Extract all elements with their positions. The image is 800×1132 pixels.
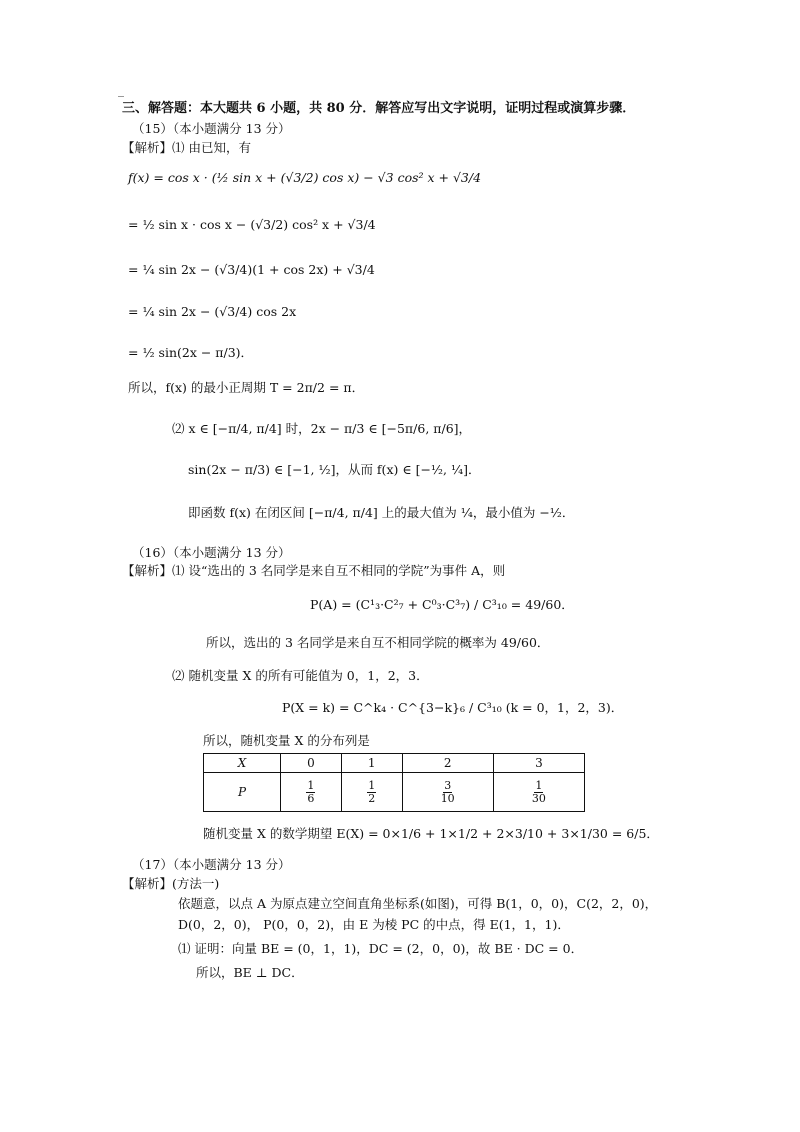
- q15-period: 所以，f(x) 的最小正周期 T = 2π/2 = π．: [128, 380, 365, 395]
- fraction-numerator: 1: [368, 778, 376, 792]
- q16-pxk: P(X = k) = C^k₄ · C^{3−k}₆ / C³₁₀ (k = 0，1，2，3)．: [282, 700, 624, 715]
- fraction-denominator: 30: [531, 791, 546, 805]
- distribution-table: [203, 753, 585, 812]
- fraction: [440, 780, 456, 805]
- section-heading: 三、解答题：本大题共 6 小题，共 80 分．解答应写出文字说明，证明过程或演算步骤．: [122, 101, 636, 116]
- scan-mark: [118, 96, 124, 97]
- q15-line3: = ¼ sin 2x − (√3/4)(1 + cos 2x) + √3/4: [128, 262, 375, 277]
- q15-part2-a: ⑵ x ∈ [−π/4, π/4] 时，2x − π/3 ∈ [−5π/6, π/6]，: [172, 421, 472, 436]
- table-row: [204, 754, 585, 773]
- q15-line2: = ½ sin x · cos x − (√3/2) cos² x + √3/4: [128, 217, 376, 232]
- q15-header: （15）（本小题满分 13 分）: [132, 121, 291, 136]
- q16-dist-intro: 所以，随机变量 X 的分布列是: [203, 733, 370, 748]
- q16-analysis: 【解析】⑴ 设“选出的 3 名同学是来自互不相同的学院”为事件 A，则: [122, 563, 506, 578]
- table-cell: X: [204, 754, 281, 773]
- q15-line1: f(x) = cos x · (½ sin x + (√3/2) cos x) − √3 cos² x + √3/4: [128, 170, 482, 185]
- fraction: [306, 780, 315, 805]
- q17-line4: 所以，BE ⊥ DC．: [196, 965, 304, 980]
- q16-part2: ⑵ 随机变量 X 的所有可能值为 0，1，2，3．: [172, 668, 429, 683]
- fraction: [531, 780, 547, 805]
- q15-line5: = ½ sin(2x − π/3)．: [128, 345, 254, 360]
- table-cell: [402, 773, 493, 812]
- table-cell: [281, 773, 342, 812]
- table-row: [204, 773, 585, 812]
- fraction-numerator: 1: [307, 778, 315, 792]
- q16-expectation: 随机变量 X 的数学期望 E(X) = 0×1/6 + 1×1/2 + 2×3/10 + 3×1/30 = 6/5．: [203, 826, 659, 841]
- q16-header: （16）（本小题满分 13 分）: [132, 545, 291, 560]
- q17-line3: ⑴ 证明：向量 BE = (0，1，1)，DC = (2，0，0)，故 BE · DC = 0．: [178, 941, 584, 956]
- q17-header: （17）（本小题满分 13 分）: [132, 857, 291, 872]
- fraction-denominator: 10: [440, 791, 455, 805]
- fraction: [367, 780, 376, 805]
- table-cell: 3: [493, 754, 584, 773]
- fraction-denominator: 6: [307, 791, 315, 805]
- q15-part2-c: 即函数 f(x) 在闭区间 [−π/4, π/4] 上的最大值为 ¼，最小值为 −½．: [188, 505, 575, 520]
- q16-pa: P(A) = (C¹₃·C²₇ + C⁰₃·C³₇) / C³₁₀ = 49/60．: [310, 597, 574, 612]
- table-cell: 1: [341, 754, 402, 773]
- table-cell: 2: [402, 754, 493, 773]
- q17-line1: 依题意，以点 A 为原点建立空间直角坐标系(如图)，可得 B(1，0，0)，C(2，2，0)，: [178, 896, 658, 911]
- fraction-denominator: 2: [368, 791, 376, 805]
- q15-part2-b: sin(2x − π/3) ∈ [−1, ½]，从而 f(x) ∈ [−½, ¼]．: [188, 462, 481, 477]
- table-cell: [341, 773, 402, 812]
- q15-analysis: 【解析】⑴ 由已知，有: [122, 140, 251, 155]
- q17-analysis: 【解析】(方法一): [122, 876, 220, 891]
- table-cell: P: [204, 773, 281, 812]
- fraction-numerator: 3: [444, 778, 452, 792]
- table-cell: 0: [281, 754, 342, 773]
- q16-pa-text: 所以，选出的 3 名同学是来自互不相同学院的概率为 49/60．: [206, 635, 550, 650]
- fraction-numerator: 1: [535, 778, 543, 792]
- q15-line4: = ¼ sin 2x − (√3/4) cos 2x: [128, 304, 297, 319]
- table-cell: [493, 773, 584, 812]
- q17-line2: D(0，2，0)， P(0，0，2)，由 E 为棱 PC 的中点，得 E(1，1，1)．: [178, 917, 570, 932]
